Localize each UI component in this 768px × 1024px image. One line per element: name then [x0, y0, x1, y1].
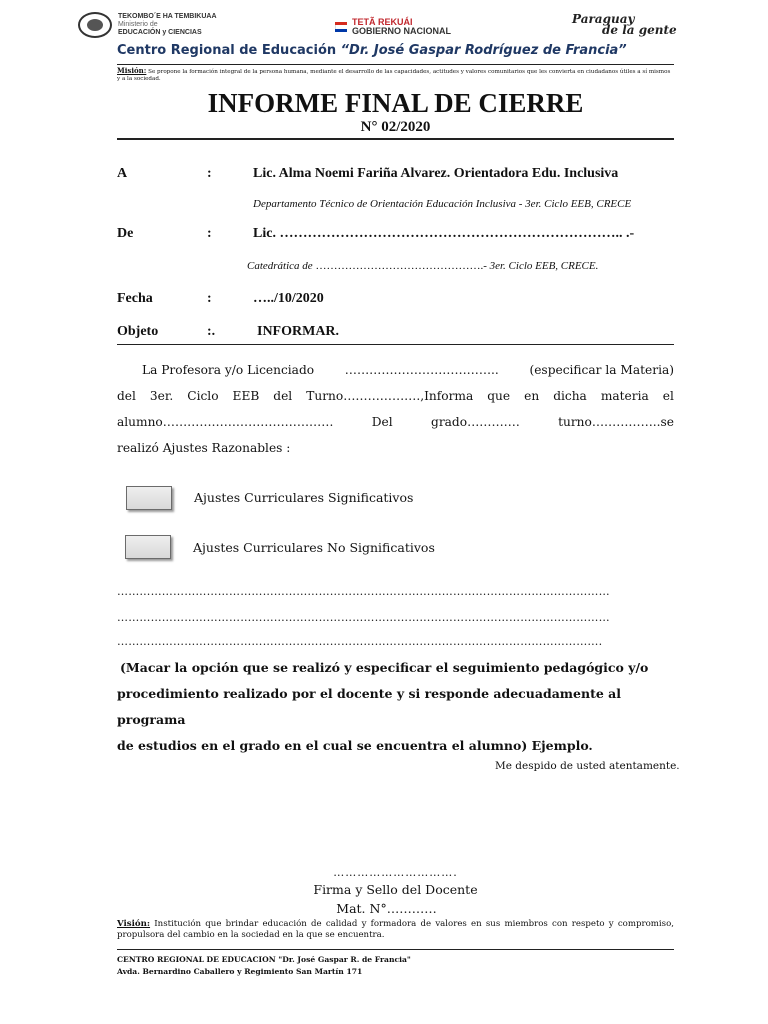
document-number: N° 02/2020 — [360, 119, 431, 135]
body-paragraph — [117, 357, 674, 461]
py-line-1: Paraguay — [572, 12, 635, 26]
note-line-3: de estudios en el grado en el cual se encuentra el alumno) Ejemplo. — [117, 738, 593, 753]
mec-logo-text — [118, 13, 217, 37]
header-divider — [117, 64, 674, 65]
field-a-subtitle: Departamento Técnico de Orientación Educación Inclusiva - 3er. Ciclo EEB, CRECE — [253, 198, 632, 210]
body-line2-e: del — [273, 389, 293, 403]
field-objeto-label: Objeto — [117, 324, 159, 339]
paraguay-flag-icon — [335, 22, 347, 32]
centro-prefix: Centro Regional de Educación — [117, 43, 341, 58]
gobierno-logo — [335, 18, 451, 36]
centro-title — [117, 43, 627, 58]
body-line2-d: EEB — [232, 389, 260, 403]
national-seal-icon — [78, 12, 112, 38]
field-fecha-label: Fecha — [117, 291, 153, 306]
body-line1-a: La Profesora y/o Licenciado — [142, 363, 315, 377]
field-de-label: De — [117, 226, 134, 241]
paraguay-de-la-gente-logo — [572, 14, 677, 36]
body-line3-b: Del — [371, 415, 393, 429]
dotted-line-3: …………………………………………………………………………………………………………………. — [117, 635, 603, 648]
body-line1-b: ……………………………….. — [344, 363, 499, 377]
body-line-2 — [117, 383, 674, 409]
body-line2-j: materia — [600, 389, 649, 403]
body-line2-a: del — [117, 389, 136, 403]
fields-divider — [117, 344, 674, 345]
checkbox-no-significativos[interactable] — [125, 535, 171, 559]
footer-line-1: CENTRO REGIONAL DE EDUCACION "Dr. José Gaspar R. de Francia" — [117, 955, 411, 964]
de-sub-suffix: - 3er. Ciclo EEB, CRECE. — [483, 260, 599, 272]
body-line2-g: que — [487, 389, 511, 403]
de-sub-dots: ………………………………………. — [315, 260, 484, 272]
field-de-value: Lic. ……………………………………………………………….. .- — [253, 226, 635, 241]
field-objeto-value: INFORMAR. — [257, 324, 340, 339]
mision-label: Misión: — [117, 66, 147, 75]
document-title: INFORME FINAL DE CIERRE — [207, 88, 584, 118]
dotted-line-1: …………………………………………………………………………………………………………………… — [117, 585, 610, 598]
body-line-1 — [117, 357, 674, 383]
mec-line-2: Ministerio de — [118, 21, 158, 28]
body-line2-f: Turno……………….,Informa — [306, 389, 474, 403]
body-line3-d: turno……………..se — [558, 415, 674, 429]
signature-label: Firma y Sello del Docente — [313, 882, 478, 897]
body-line3-c: grado…………. — [431, 415, 520, 429]
vision-text — [117, 919, 674, 941]
mec-logo — [78, 12, 217, 38]
field-de-colon: : — [207, 226, 212, 241]
gob-line-1: TETÃ REKUÁI — [352, 17, 413, 27]
de-sub-prefix: Catedrática de — [247, 260, 316, 272]
footer-line-2: Avda. Bernardino Caballero y Regimiento San Martín 171 — [117, 967, 363, 976]
mision-body: Se propone la formación integral de la persona humana, mediante el desarrollo de las capacidades, actitudes y valores comunitarios que les convierta en ciudadanos útiles a sí mismos y a la sociedad. — [117, 69, 671, 82]
field-fecha-value: …../10/2020 — [253, 291, 324, 306]
field-a-colon: : — [207, 166, 212, 181]
body-line2-b: 3er. — [149, 389, 174, 403]
note-line-2: procedimiento realizado por el docente y si responde adecuadamente al programa — [117, 686, 621, 727]
gobierno-logo-text — [352, 18, 451, 36]
mec-line-1: TEKOMBO´E HA TEMBIKUAA — [118, 13, 217, 20]
vision-label: Visión: — [117, 919, 151, 929]
vision-body: Institución que brindar educación de calidad y formadora de valores en sus miembros con respeto y compromiso, propulsora del cambio en la sociedad en la que se encuentra. — [117, 919, 674, 940]
note-line-1: (Macar la opción que se realizó y especificar el seguimiento pedagógico y/o — [120, 660, 649, 675]
body-line1-c: (especificar la Materia) — [529, 363, 674, 377]
body-line2-h: en — [524, 389, 540, 403]
checkbox-significativos[interactable] — [126, 486, 172, 510]
instruction-note — [117, 655, 674, 759]
field-fecha-colon: : — [207, 291, 212, 306]
py-line-2: de la gente — [602, 23, 677, 37]
gob-line-2: GOBIERNO NACIONAL — [352, 26, 451, 36]
farewell-text: Me despido de usted atentamente. — [495, 760, 680, 772]
body-line2-k: el — [662, 389, 674, 403]
field-objeto-colon: :. — [207, 324, 216, 339]
body-line2-c: Ciclo — [187, 389, 219, 403]
label-no-significativos: Ajustes Curriculares No Significativos — [193, 540, 435, 555]
matricula-label: Mat. N°………… — [336, 901, 437, 916]
dotted-line-2: …………………………………………………………………………………………………………………… — [117, 611, 610, 624]
signature-line: …………………………. — [333, 866, 458, 879]
title-divider — [117, 138, 674, 140]
field-a-value: Lic. Alma Noemi Fariña Alvarez. Orientadora Edu. Inclusiva — [253, 166, 619, 181]
field-a-label: A — [117, 166, 128, 181]
field-de-subtitle — [247, 260, 598, 272]
centro-name: “Dr. José Gaspar Rodríguez de Francia” — [340, 43, 627, 58]
mision-text — [117, 67, 674, 83]
body-line2-i: dicha — [553, 389, 587, 403]
body-line3-a: alumno…………………………………… — [117, 415, 334, 429]
mec-line-3: EDUCACIÓN y CIENCIAS — [118, 29, 202, 36]
label-significativos: Ajustes Curriculares Significativos — [194, 490, 414, 505]
body-line-4: realizó Ajustes Razonables : — [117, 441, 291, 455]
footer-divider — [117, 949, 674, 950]
body-line-3 — [117, 409, 674, 435]
